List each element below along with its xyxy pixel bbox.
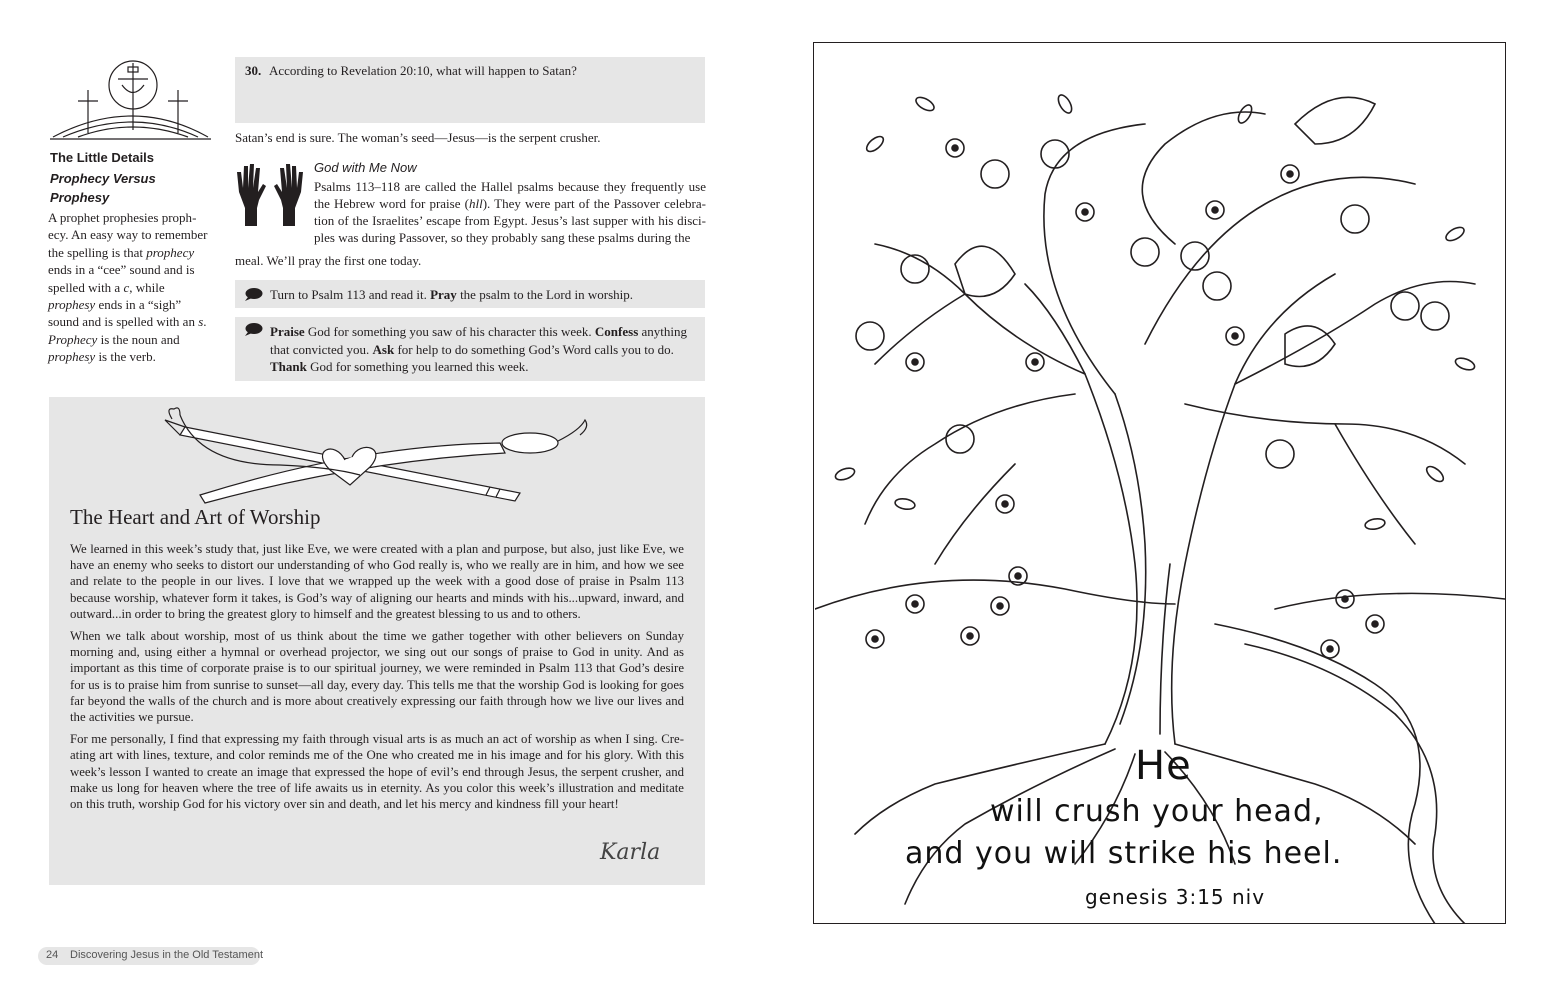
god-with-me-now-body-continued: meal. We’ll pray the first one today.: [235, 253, 422, 268]
art-paragraph-1: We learned in this week’s study that, just like Eve, we were created with a plan and purpose, but also, just like Eve, we have an enemy who seeks to distort our understanding of who God really is, who we really are in him, and how we see and relate to the people in our lives. I love that we wrapped up the week with a good dose of praise in Psalm 113 because worship, whatever form it takes, is God’s way of aligning our hearts and minds with his...upward, inward, and outward...in order to bring the greatest glory to himself and the greatest blessing to us and to others.: [70, 542, 684, 621]
art-paragraph-2: When we talk about worship, most of us think about the time we gather together with other believers on Sunday morning and, using either a hymnal or overhead projector, we sing out our songs of praise to God in unity. And as important as this time of corporate praise is to our spiritual journey, we were reminded in Psalm 113 that God’s desire for us is to praise him from sunrise to sunset—all day, every day. This tells me that the worship God is looking for goes far beyond the walls of the church and is more about creatively expressing our faith through how we live our lives and the activities we pursue.: [70, 629, 684, 725]
god-with-me-now-title: God with Me Now: [314, 160, 417, 175]
little-details-subtitle: Prophecy Versus Prophesy: [50, 171, 156, 205]
art-paragraph-3: For me personally, I find that expressing my faith through visual arts is as much an act of worship as when I sing. Creating art with lines, texture, and color reminds me of the One who created me in his image and for his glory. With this week’s lesson I wanted to create an image that expressed the hope of evil’s end through Jesus, the serpent crusher, and make us long for heaven where the tree of life awaits us in eternity. As you color this week’s illustration and meditate on this truth, worship God for his victory over sin and death, and let his mercy and kindness fill your heart!: [70, 732, 684, 812]
pcat-prompt-text: Praise God for something you saw of his character this week. Confess anything that convicted you. Ask for help to do something God’s Word calls you to do. Thank God for something you learned this week.: [270, 324, 688, 374]
verse-line-2: will crush your head,: [990, 794, 1324, 829]
pencil-brush-heart-illustration: [160, 405, 600, 505]
heart-and-art-title: The Heart and Art of Worship: [70, 505, 321, 529]
prayer-prompt-text: Turn to Psalm 113 and read it. Pray the psalm to the Lord in worship.: [270, 287, 634, 302]
page-number: 24: [46, 949, 59, 961]
tree-of-life-illustration: [815, 44, 1505, 924]
book-title-footer: Discovering Jesus in the Old Testament: [70, 949, 263, 961]
author-signature: Karla: [600, 840, 661, 865]
speech-bubble-icon: [243, 322, 263, 337]
raised-hands-icon: [235, 162, 305, 226]
verse-reference: genesis 3:15 niv: [1085, 885, 1266, 909]
verse-line-1: He: [1135, 743, 1192, 789]
verse-line-3: and you will strike his heel.: [905, 836, 1343, 871]
little-details-body: A prophet prophesies prophecy. An easy way to remember the spelling is that prophecy ends in a “cee” sound and is spelled with a c, while prophesy ends in a “sigh” sound and is spelled with an s. Prophecy is the noun and prophesy is the verb.: [48, 210, 208, 365]
question-number: 30.: [245, 63, 262, 78]
question-text: According to Revelation 20:10, what will happen to Satan?: [269, 63, 577, 78]
speech-bubble-icon: [243, 287, 263, 302]
crosses-illustration: [48, 55, 213, 143]
little-details-title: The Little Details: [50, 150, 155, 165]
god-with-me-now-body: Psalms 113–118 are called the Hallel psalms because they frequently use the Hebrew word for praise (hll). They were part of the Passover celebration of the Israelites’ escape from Egypt. Jesus’s last supper with his disciples was during Passover, so they probably sang these psalms during the: [314, 179, 706, 245]
heart-and-art-body: [70, 541, 684, 818]
answer-text: Satan’s end is sure. The woman’s seed—Jesus—is the serpent crusher.: [235, 130, 601, 145]
